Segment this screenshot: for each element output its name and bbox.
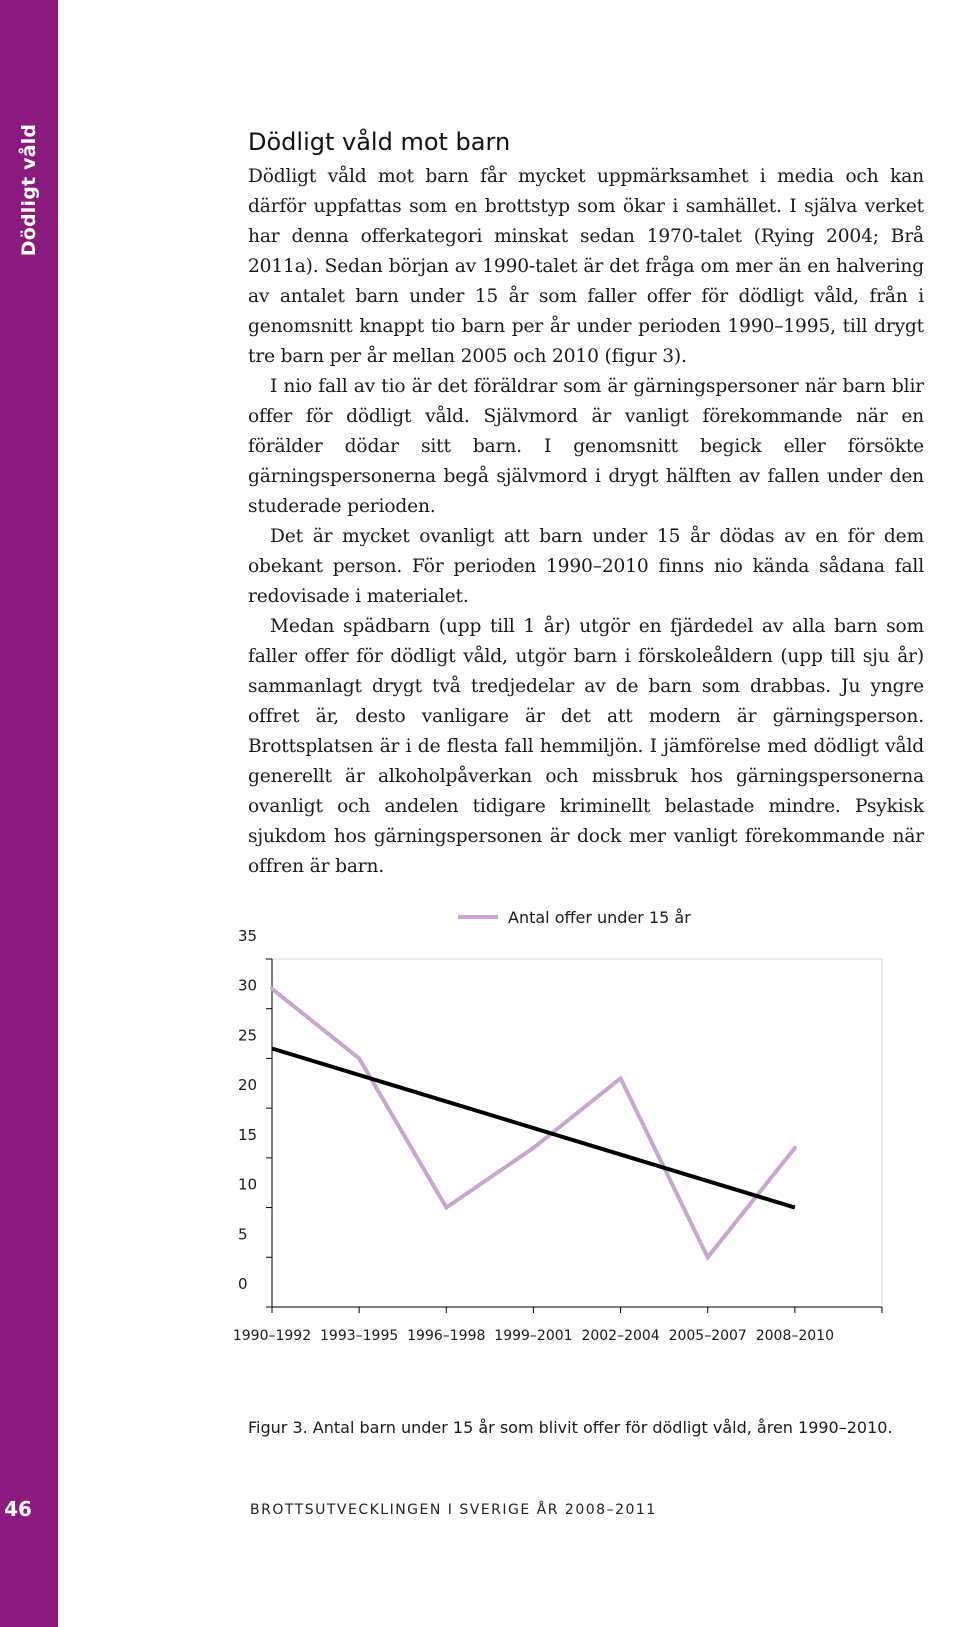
section-sidebar — [0, 0, 58, 1627]
section-heading: Dödligt våld mot barn — [248, 128, 511, 156]
x-tick-label: 1999–2001 — [494, 1328, 573, 1344]
x-tick-label: 1990–1992 — [232, 1328, 312, 1344]
x-tick-label: 1993–1995 — [320, 1328, 399, 1344]
y-tick-label: 10 — [238, 1175, 258, 1194]
trend-line — [272, 1048, 795, 1207]
x-tick-label: 1996–1998 — [407, 1328, 486, 1344]
data-point — [706, 1255, 710, 1259]
y-tick-label: 15 — [238, 1125, 258, 1144]
y-axis — [238, 927, 272, 1307]
page-number: 46 — [4, 1497, 32, 1521]
sidebar-section-title: Dödligt våld — [18, 123, 40, 257]
x-tick-label: 2008–2010 — [755, 1328, 834, 1344]
data-point — [357, 1056, 361, 1060]
data-point — [619, 1076, 623, 1080]
x-tick-label: 2002–2004 — [581, 1328, 660, 1344]
paragraph-1: Dödligt våld mot barn får mycket uppmärksamhet i media och kan därför uppfattas som en brottstyp som ökar i samhället. I själva verket har denna offerkategori minskat sedan 1970-talet (Rying 2004; Brå 2011a). Sedan början av 1990-talet är det fråga om mer än en halvering av antalet barn under 15 år som faller offer för dödligt våld, från i genomsnitt knappt tio barn per år under perioden 1990–1995, till drygt tre barn per år mellan 2005 och 2010 (figur 3). — [248, 166, 924, 367]
x-tick-label: 2005–2007 — [668, 1328, 747, 1344]
data-point — [270, 987, 274, 991]
y-tick-label: 30 — [238, 976, 258, 995]
legend-label: Antal offer under 15 år — [508, 908, 691, 927]
series-layer — [270, 987, 797, 1259]
paragraph-4: Medan spädbarn (upp till 1 år) utgör en fjärdedel av alla barn som faller offer för dödligt våld, utgör barn i förskoleåldern (upp till sju år) sammanlagt drygt två tredjedelar av de barn som drabbas. Ju yngre offret är, desto vanligare är det att modern är gärningsperson. Brottsplatsen är i de flesta fall hemmiljön. I jämförelse med dödligt våld generellt är alkoholpåverkan och missbruk hos gärningspersonerna ovanligt och andelen tidigare kriminellt belastade mindre. Psykisk sjukdom hos gärningspersonen är dock mer vanligt förekommande när offren är barn. — [248, 616, 924, 877]
data-point — [531, 1146, 535, 1150]
y-tick-label: 20 — [238, 1076, 258, 1095]
data-point — [793, 1146, 797, 1150]
y-tick-label: 35 — [238, 927, 258, 945]
series-line — [272, 989, 795, 1257]
article — [248, 128, 924, 882]
running-footer: BROTTSUTVECKLINGEN I SVERIGE ÅR 2008–2011 — [250, 1502, 657, 1518]
y-tick-label: 25 — [238, 1026, 258, 1045]
plot-area — [272, 959, 882, 1307]
paragraph-3: Det är mycket ovanligt att barn under 15 år dödas av en för dem obekant person. För perioden 1990–2010 finns nio kända sådana fall redovisade i materialet. — [248, 526, 924, 607]
y-tick-label: 0 — [238, 1275, 248, 1293]
chart-legend — [458, 908, 691, 927]
figure-caption: Figur 3. Antal barn under 15 år som blivit offer för dödligt våld, åren 1990–2010. — [248, 1418, 893, 1437]
paragraph-2: I nio fall av tio är det föräldrar som är gärningspersoner när barn blir offer för dödligt våld. Självmord är vanligt förekommande när en förälder dödar sitt barn. I genomsnitt begick eller försökte gärningspersonerna begå självmord i drygt hälften av fallen under den studerade perioden. — [248, 376, 924, 517]
y-tick-label: 5 — [238, 1225, 248, 1244]
data-point — [444, 1206, 448, 1210]
x-axis — [233, 1307, 882, 1344]
line-chart — [230, 908, 940, 1365]
